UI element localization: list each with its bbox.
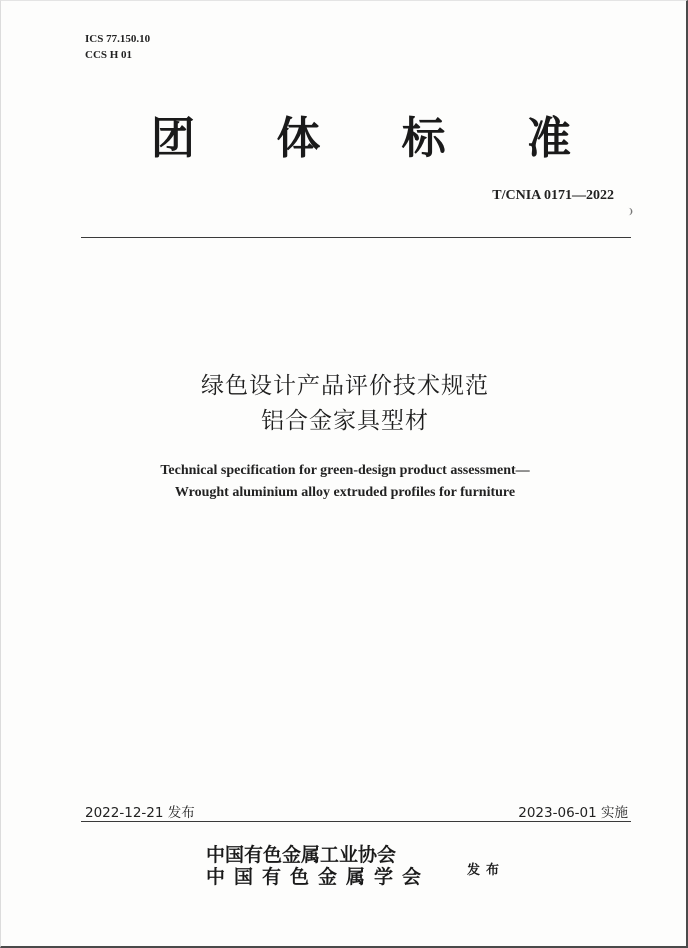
scan-artifact: ❩	[627, 207, 634, 216]
publisher-block	[206, 844, 430, 888]
footer-divider	[81, 821, 631, 822]
publisher-name: 中国有色金属学会	[206, 866, 431, 888]
classification-codes	[85, 31, 150, 63]
header-divider	[81, 237, 631, 238]
implementation-date: 2023-06-01 实施	[518, 805, 628, 821]
publisher-name: 中国有色金属工业协会	[206, 844, 397, 866]
standard-type-heading	[151, 109, 571, 169]
standard-type-char: 团	[151, 113, 195, 164]
ics-code: ICS 77.150.10	[85, 33, 151, 45]
publish-label: 发布	[467, 863, 506, 878]
standard-type-char: 体	[276, 113, 321, 164]
title-english-line-1: Technical specification for green-design product assessment—	[160, 463, 530, 478]
title-chinese-line-1: 绿色设计产品评价技术规范	[201, 373, 489, 399]
standard-type-char: 准	[526, 113, 571, 164]
title-english-line-2: Wrought aluminium alloy extruded profiles for furniture	[174, 485, 516, 500]
issue-date: 2022-12-21 发布	[85, 805, 195, 821]
standard-type-char: 标	[401, 113, 446, 164]
ccs-code: CCS H 01	[85, 49, 133, 61]
title-chinese-line-2: 铝合金家具型材	[261, 408, 429, 434]
standard-number: T/CNIA 0171—2022	[492, 188, 614, 203]
